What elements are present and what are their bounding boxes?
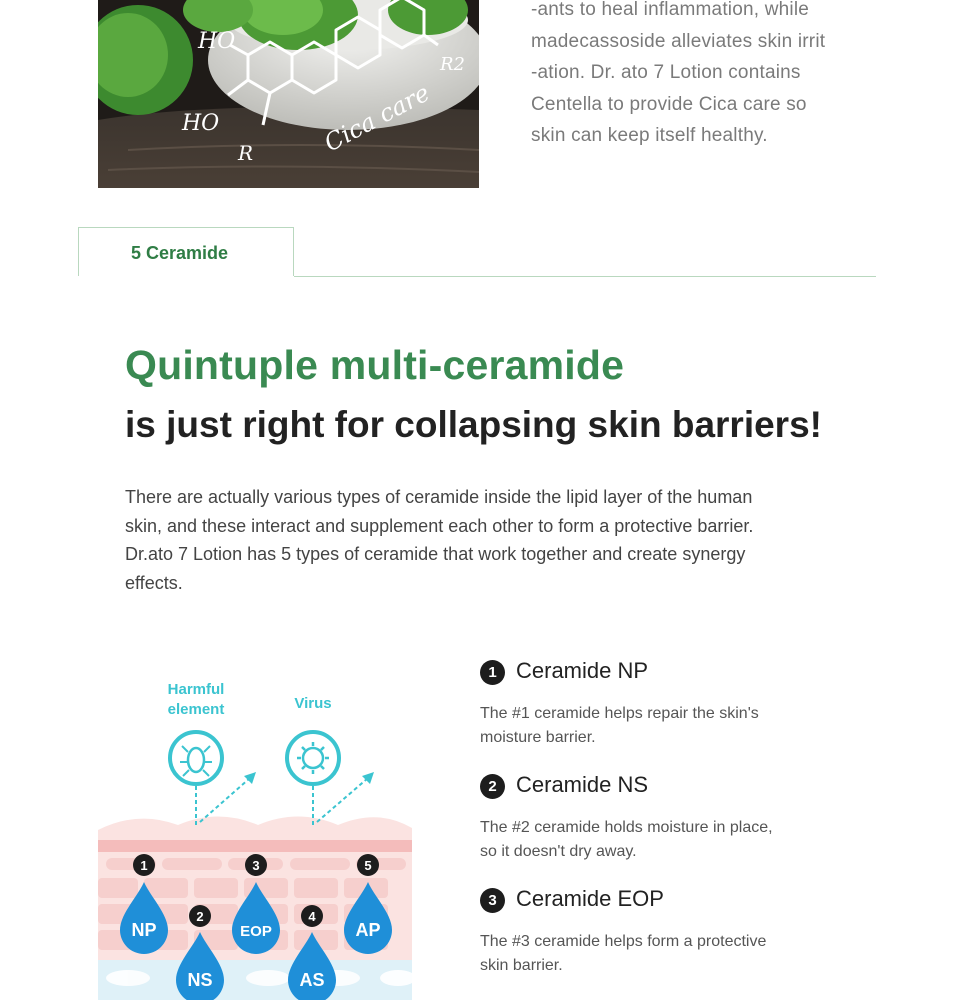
body-text — [125, 483, 885, 597]
drop-number: 4 — [308, 909, 316, 924]
ceramide-name: Ceramide NP — [516, 658, 649, 683]
virus-label: Virus — [294, 695, 332, 712]
photo-label-ho-top: HO — [198, 29, 236, 54]
intro-line: madecassoside alleviates skin irrit — [531, 30, 826, 52]
ceramide-item — [480, 658, 860, 750]
number-badge: 1 — [480, 660, 505, 685]
tab-5-ceramide[interactable] — [78, 227, 294, 276]
intro-line: -ation. Dr. ato 7 Lotion contains — [531, 62, 801, 83]
ceramide-desc: The #3 ceramide helps form a protective skin barrier. — [480, 933, 767, 974]
photo-label-r2: R2 — [440, 54, 466, 75]
headline-dark: is just right for collapsing skin barriers! — [125, 404, 822, 445]
ceramide-item — [480, 772, 860, 864]
body-line: effects. — [125, 572, 183, 593]
intro-line: -ants to heal inflammation, while — [531, 0, 810, 20]
harmful-label: Harmful element — [167, 681, 225, 718]
intro-line: Centella to provide Cica care so — [531, 93, 807, 115]
intro-text — [531, 0, 891, 152]
ceramide-desc: The #1 ceramide helps repair the skin's moisture barrier. — [480, 705, 759, 746]
number-badge: 3 — [480, 888, 505, 913]
drop-number: 2 — [196, 909, 204, 924]
drop-number: 1 — [140, 858, 148, 873]
ceramide-name: Ceramide NS — [516, 772, 649, 797]
drop-label: AP — [355, 920, 381, 940]
bug-icon — [170, 732, 222, 784]
number-badge: 2 — [480, 774, 505, 799]
drop-number: 3 — [252, 858, 260, 873]
drop-label: AS — [299, 970, 325, 990]
drop-label: NP — [131, 920, 157, 940]
body-line: skin, and these interact and supplement each other to form a protective barrier. — [125, 515, 754, 536]
headline-green: Quintuple multi-ceramide — [125, 342, 625, 388]
tab-divider — [294, 276, 876, 277]
body-line: There are actually various types of ceramide inside the lipid layer of the human — [125, 487, 753, 507]
ceramide-desc: The #2 ceramide holds moisture in place, so it doesn't dry away. — [480, 819, 773, 860]
photo-label-r: R — [238, 141, 254, 165]
drop-label: EOP — [240, 923, 272, 940]
ceramide-item — [480, 886, 860, 978]
photo-label-cica: Cica care — [319, 78, 435, 158]
intro-line: skin can keep itself healthy. — [531, 125, 768, 146]
body-line: Dr.ato 7 Lotion has 5 types of ceramide that work together and create synergy — [125, 544, 746, 564]
drop-label: NS — [187, 970, 213, 990]
virus-icon — [287, 732, 339, 784]
ceramide-name: Ceramide EOP — [516, 886, 664, 911]
drop-number: 5 — [364, 858, 372, 873]
tab-label: 5 Ceramide — [131, 243, 229, 263]
ceramide-illustration — [98, 660, 458, 1000]
photo-label-ho-bottom: HO — [182, 111, 220, 136]
centella-photo — [98, 0, 479, 188]
